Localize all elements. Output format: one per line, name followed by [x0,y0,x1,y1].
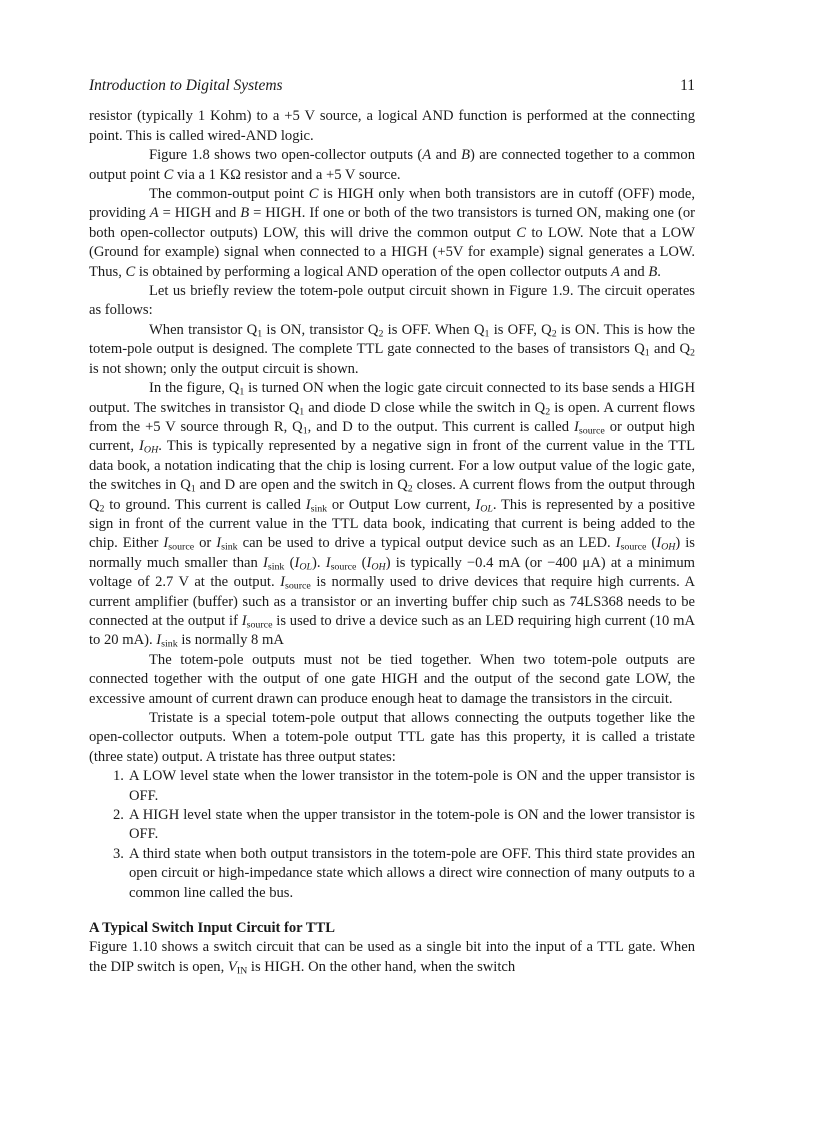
paragraph-totem-pole-intro: Let us briefly review the totem-pole output circuit shown in Figure 1.9. The circuit operates as follows: [89,283,695,319]
document-page [89,76,695,977]
list-text: A HIGH level state when the upper transistor in the totem-pole is ON and the lower transistor is OFF. [129,807,695,843]
list-text: A LOW level state when the lower transistor in the totem-pole is ON and the upper transistor is OFF. [129,768,695,804]
paragraph-tristate: Tristate is a special totem-pole output that allows connecting the outputs together like the open-collector outputs. When a totem-pole output TTL gate has this property, it is called a tristate (three state) output. A tristate has three output states: [89,710,695,765]
list-item [113,767,695,806]
list-number: 1. [113,768,124,785]
paragraph-common-output: The common-output point C is HIGH only when both transistors are in cutoff (OFF) mode, providing A = HIGH and B = HIGH. If one or both of the two transistors is turned ON, making one (or both open-collector outputs) LOW, this will drive the common output C to LOW. Note that a LOW (Ground for example) signal when connected to a HIGH (+5V for example) signal generates a LOW. Thus, C is obtained by performing a logical AND operation of the open collector outputs A and B. [89,186,695,280]
paragraph-switch-circuit: Figure 1.10 shows a switch circuit that can be used as a single bit into the input of a TTL gate. When the DIP switch is open, VIN is HIGH. On the other hand, when the switch [89,939,695,977]
section-heading: A Typical Switch Input Circuit for TTL [89,920,335,937]
list-number: 2. [113,807,124,824]
list-text: A third state when both output transistors in the totem-pole are OFF. This third state provides an open circuit or high-impedance state which allows a direct wire connection of many outputs to a common line called the bus. [129,845,695,901]
running-header [89,76,695,95]
tristate-states-list [89,767,695,903]
chapter-title: Introduction to Digital Systems [89,77,283,94]
page-number: 11 [680,77,695,94]
paragraph-totem-pole-warning: The totem-pole outputs must not be tied together. When two totem-pole outputs are connected together with the output of one gate HIGH and the output of the second gate LOW, the excessive amount of current drawn can produce enough heat to damage the transistors in the circuit. [89,651,695,707]
list-item [113,845,695,903]
paragraph-transistor-states: When transistor Q1 is ON, transistor Q2 is OFF. When Q1 is OFF, Q2 is ON. This is how the totem-pole output is designed. The complete TTL gate connected to the bases of transistors Q1 and Q2 is not shown; only the output circuit is shown. [89,321,695,377]
paragraph-continuation: resistor (typically 1 Kohm) to a +5 V source, a logical AND function is performed at the connecting point. This is called wired-AND logic. [89,108,695,144]
paragraph-current-explanation: In the figure, Q1 is turned ON when the logic gate circuit connected to its base sends a HIGH output. The switches in transistor Q1 and diode D close while the switch in Q2 is open. A current flows from the +5 V source through R, Q1, and D to the output. This current is called Isource or output high current, IOH. This is typically represented by a negative sign in front of the current value in the TTL data book, a notation indicating that the chip is losing current. For a low output value of the logic gate, the switches in Q1 and D are open and the switch in Q2 closes. A current flows from the output through Q2 to ground. This current is called Isink or Output Low current, IOL. This is represented by a positive sign in front of the current value in the TTL data book, indicating that current is being added to the chip. Either Isource or Isink can be used to drive a typical output device such as an LED. Isource (IOH) is normally much smaller than Isink (IOL). Isource (IOH) is typically −0.4 mA (or −400 μA) at a minimum voltage of 2.7 V at the output. Isource is normally used to drive devices that require high currents. A current amplifier (buffer) such as a transistor or an inverting buffer chip such as 74LS368 needs to be connected at the output if Isource is used to drive a device such as an LED requiring high current (10 mA to 20 mA). Isink is normally 8 mA [89,380,696,650]
paragraph-figure-1-8: Figure 1.8 shows two open-collector outputs (A and B) are connected together to a common output point C via a 1 KΩ resistor and a +5 V source. [89,147,695,183]
list-item [113,806,695,845]
list-number: 3. [113,845,124,862]
